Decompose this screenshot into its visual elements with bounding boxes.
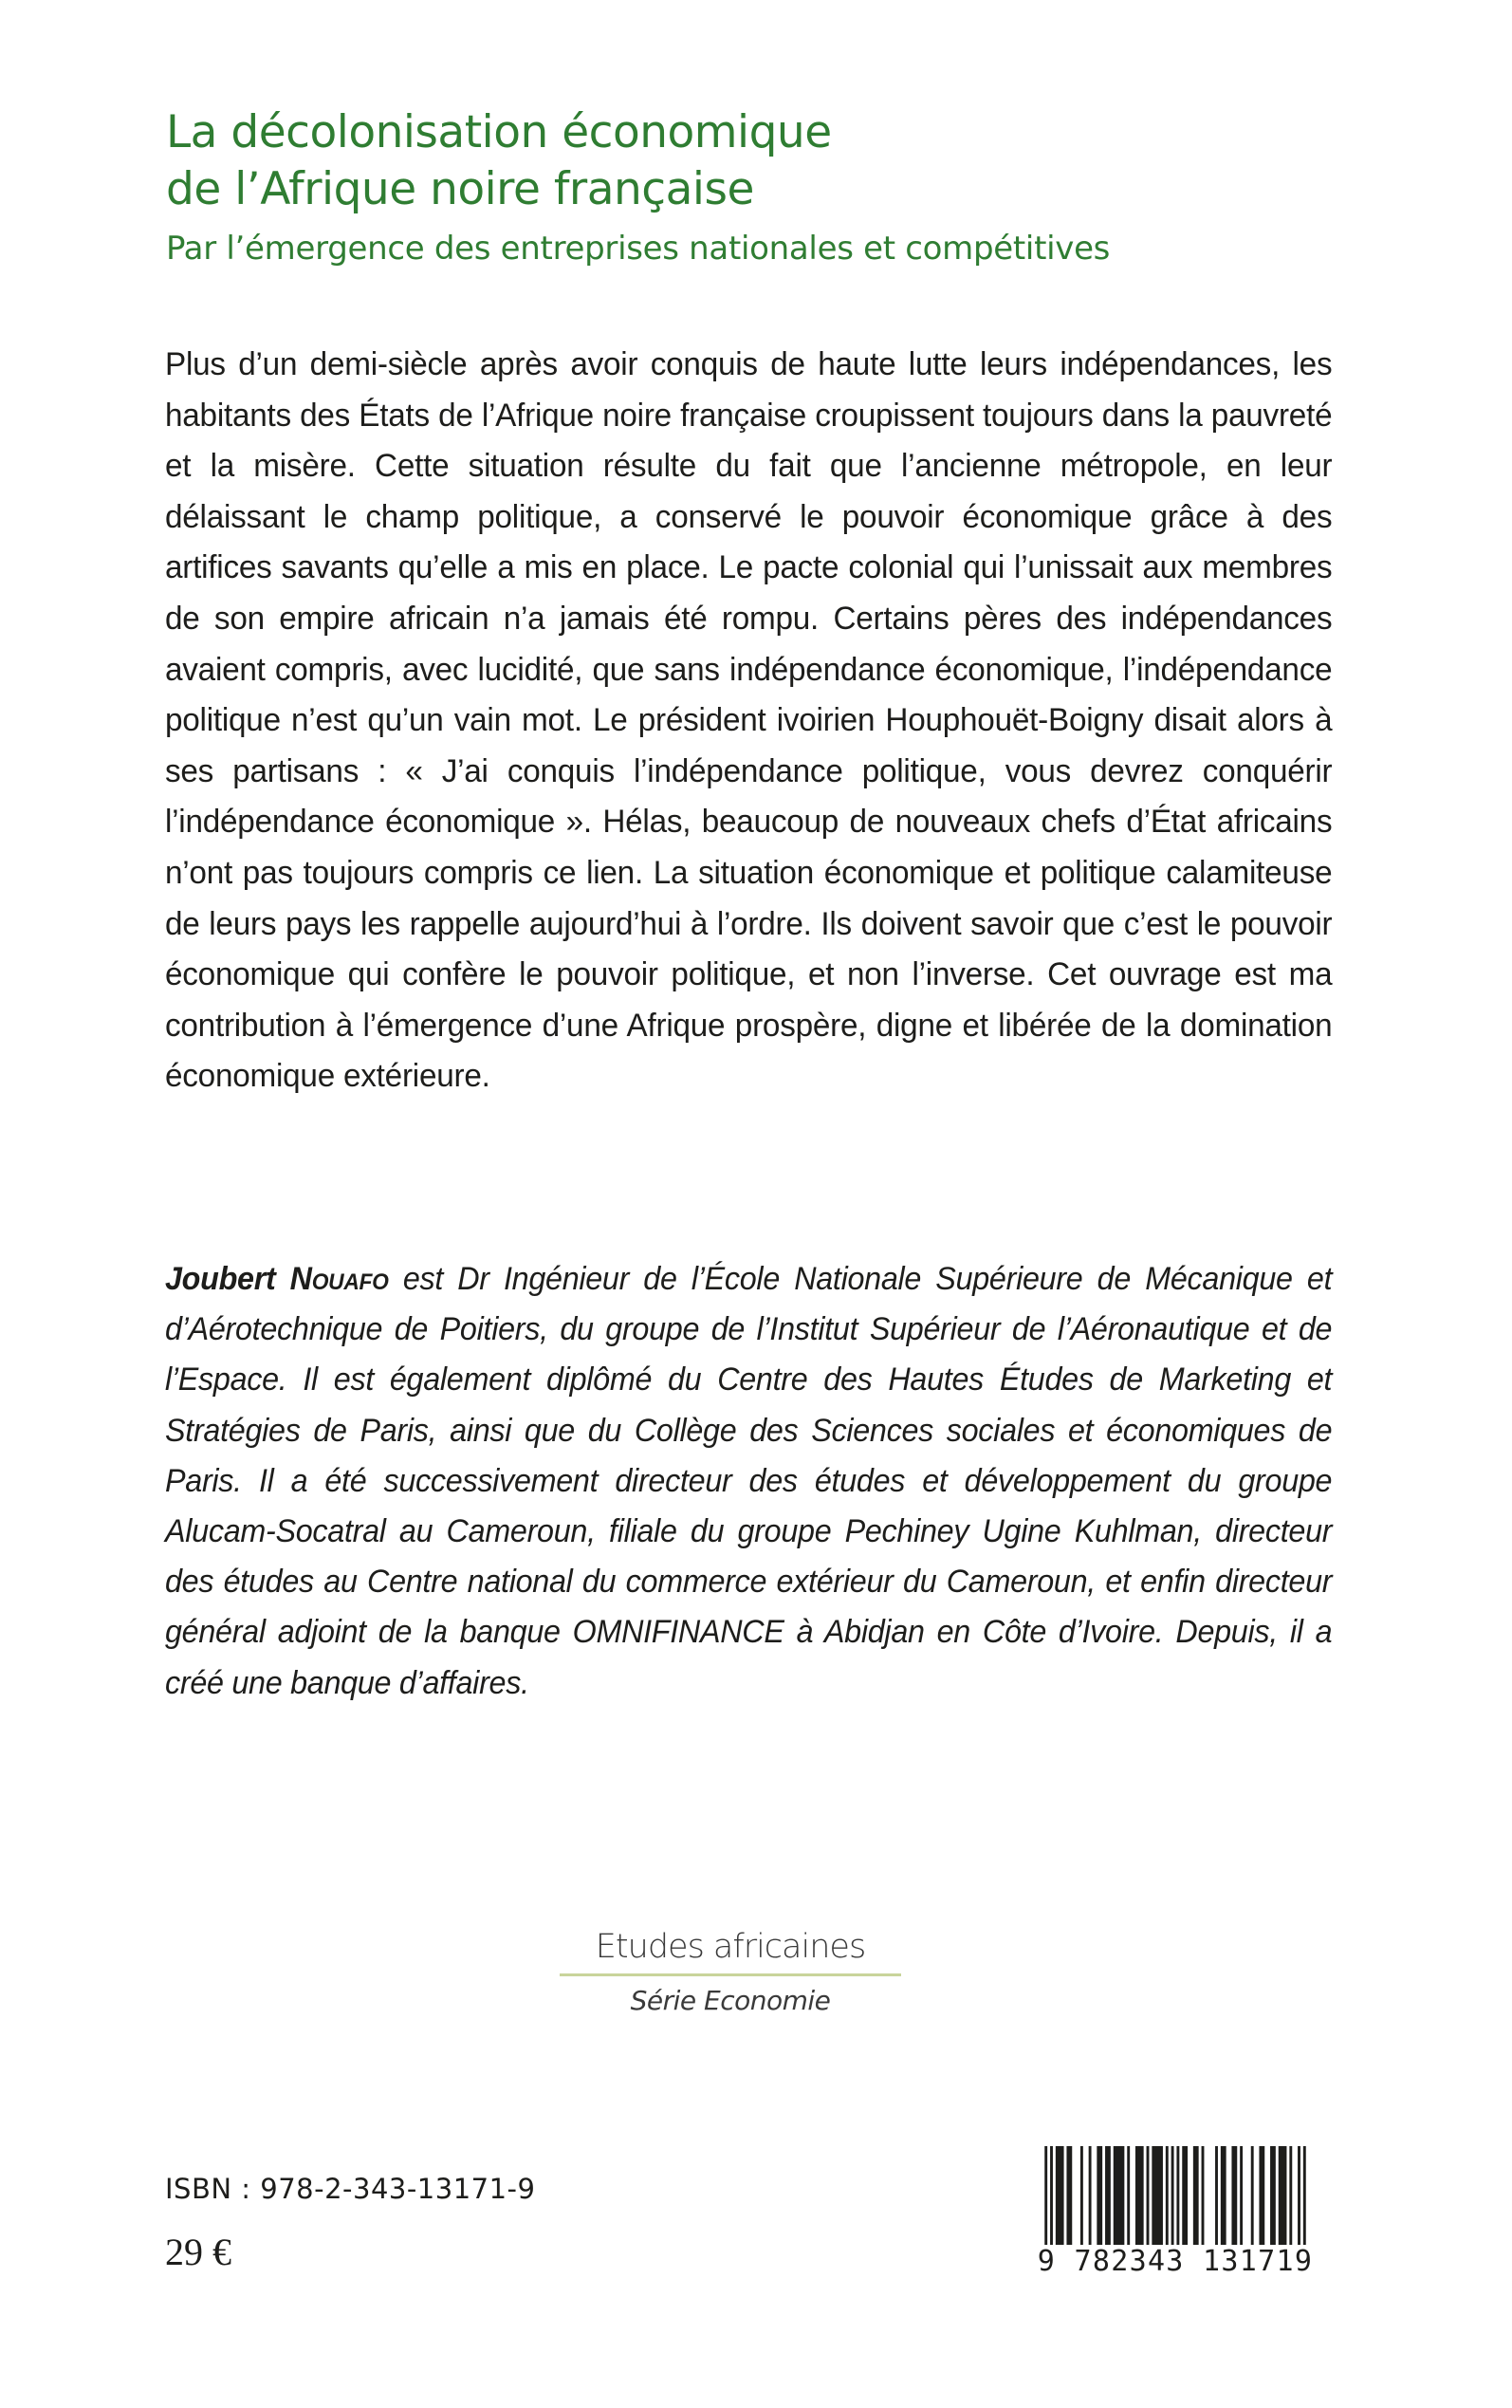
barcode-bar xyxy=(1240,2146,1243,2247)
barcode-bar xyxy=(1221,2146,1226,2247)
barcode-bar xyxy=(1270,2146,1276,2247)
author-bio xyxy=(165,1254,1332,1709)
back-cover-blurb: Plus d’un demi-siècle après avoir conquis de haute lutte leurs indépendances, les habitants des États de l’Afrique noire française croupissent toujours dans la pauvreté et la misère. Cette situation résulte du fait que l’ancienne métropole, en leur délaissant le champ politique, a conservé le pouvoir économique grâce à des artifices savants qu’elle a mis en place. Le pacte colonial qui l’unissait aux membres de son empire africain n’a jamais été rompu. Certains pères des indépendances avaient compris, avec lucidité, que sans indépendance économique, l’indépendance politique n’est qu’un vain mot. Le président ivoirien Houphouët-Boigny disait alors à ses partisans : « J’ai conquis l’indépendance politique, vous devrez conquérir l’indépendance économique ». Hélas, beaucoup de nouveaux chefs d’État africains n’ont pas toujours compris ce lien. La situation économique et politique calamiteuse de leurs pays les rappelle aujourd’hui à l’ordre. Ils doivent savoir que c’est le pouvoir économique qui confère le pouvoir politique, et non l’inverse. Cet ouvrage est ma contribution à l’émergence d’une Afrique prospère, digne et libérée de la domination économique extérieure. xyxy=(165,346,1333,1095)
barcode-bar xyxy=(1044,2146,1047,2247)
series-name: Etudes africaines xyxy=(595,1928,866,1966)
author-first-name: Joubert xyxy=(165,1261,276,1297)
series-logo xyxy=(560,1926,901,2018)
barcode-bar xyxy=(1193,2146,1199,2247)
isbn-label: ISBN : 978-2-343-13171-9 xyxy=(165,2173,536,2205)
barcode-bar xyxy=(1056,2146,1064,2247)
barcode-bar xyxy=(1259,2146,1264,2247)
barcode-bar xyxy=(1114,2146,1125,2247)
barcode-bar xyxy=(1251,2146,1254,2247)
barcode-bar xyxy=(1166,2146,1169,2247)
barcode-bar xyxy=(1147,2146,1150,2247)
barcode-bar xyxy=(1215,2146,1218,2247)
barcode-digits: 9 782343 131719 xyxy=(1029,2245,1321,2279)
barcode-bar xyxy=(1298,2146,1300,2247)
barcode-bars xyxy=(1029,2146,1321,2247)
author-last-name: Nouafo xyxy=(289,1261,389,1297)
barcode-bar xyxy=(1127,2146,1130,2247)
barcode-bar xyxy=(1152,2146,1163,2247)
barcode-bar xyxy=(1089,2146,1092,2247)
barcode-bar xyxy=(1171,2146,1174,2247)
book-title-line-2: de l’Afrique noire française xyxy=(166,163,754,215)
barcode-bar xyxy=(1289,2146,1292,2247)
barcode-bar xyxy=(1097,2146,1102,2247)
author-bio-text: est Dr Ingénieur de l’École Nationale Supérieure de Mécanique et d’Aérotechnique de Poitiers, du groupe de l’Institut Supérieur de l’Aéronautique et de l’Espace. Il est également diplômé du Centre des Hautes Études de Marketing et Stratégies de Paris, ainsi que du Collège des Sciences sociales et économiques de Paris. Il a été successivement directeur des études et développement du groupe Alucam-Socatral au Cameroun, filiale du groupe Pechiney Ugine Kuhlman, directeur des études au Centre national du commerce extérieur du Cameroun, et enfin directeur général adjoint de la banque OMNIFINANCE à Abidjan en Côte d’Ivoire. Depuis, il a créé une banque d’affaires. xyxy=(165,1261,1333,1701)
series-subtitle: Série Economie xyxy=(630,1985,831,2016)
book-subtitle: Par l’émergence des entreprises nationales et compétitives xyxy=(166,230,1111,268)
barcode-bar xyxy=(1182,2146,1188,2247)
title-block xyxy=(166,104,1361,275)
barcode-bar xyxy=(1105,2146,1111,2247)
barcode-bar xyxy=(1066,2146,1072,2247)
barcode-bar xyxy=(1231,2146,1237,2247)
barcode-bar xyxy=(1176,2146,1179,2247)
price-label: 29 € xyxy=(165,2231,231,2273)
book-title-line-1: La décolonisation économique xyxy=(166,106,832,158)
barcode-bar xyxy=(1050,2146,1053,2247)
barcode-bar xyxy=(1202,2146,1205,2247)
barcode-bar xyxy=(1080,2146,1083,2247)
barcode-bar xyxy=(1279,2146,1287,2247)
barcode-bar xyxy=(1303,2146,1306,2247)
series-divider xyxy=(560,1973,901,1976)
barcode-bar xyxy=(1135,2146,1144,2247)
